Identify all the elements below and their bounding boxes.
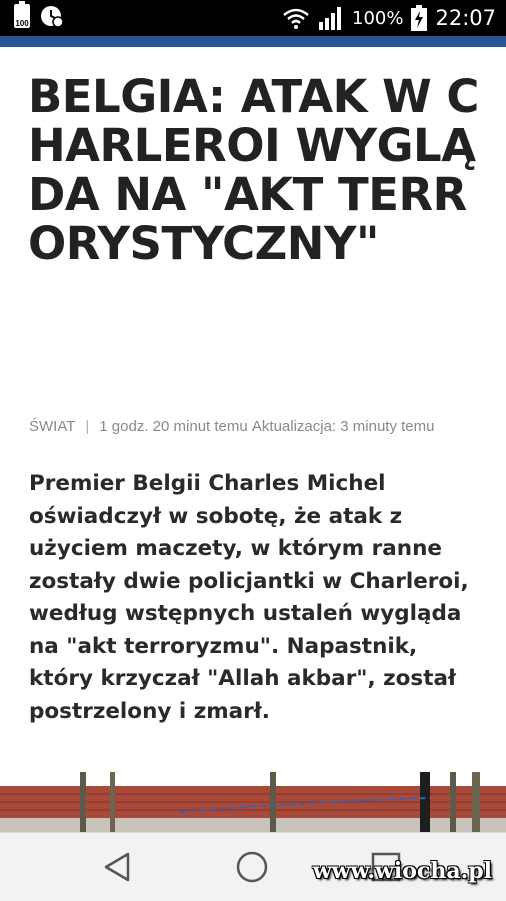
battery-percent: 100%	[352, 7, 404, 29]
header-accent-bar	[0, 36, 506, 47]
meta-separator: |	[85, 418, 90, 435]
home-icon[interactable]	[234, 849, 270, 885]
article-updated-time: Aktualizacja: 3 minuty temu	[251, 418, 435, 435]
battery-notification-icon	[14, 4, 30, 28]
clock-notification-icon	[40, 4, 64, 28]
status-bar	[0, 0, 506, 36]
battery-charging-icon	[411, 5, 427, 31]
clock-time: 22:07	[435, 6, 496, 30]
article-headline: BELGIA: ATAK W CHARLEROI WYGLĄDA NA "AKT TERRORYSTYCZNY"	[28, 70, 479, 270]
battery-notification-label: 100	[15, 19, 29, 28]
signal-icon	[318, 6, 344, 30]
wifi-icon	[282, 7, 310, 29]
back-icon[interactable]	[100, 849, 136, 885]
article-meta	[29, 418, 499, 435]
article-photo[interactable]	[0, 772, 506, 832]
article-lead: Premier Belgii Charles Michel oświadczył w sobotę, że atak z użyciem maczety, w którym ranne zostały dwie policjantki w Charleroi, według wstępnych ustaleń wygląda na "akt terroryzmu". Napastnik, który krzyczał "Allah akbar", został postrzelony i zmarł.	[29, 471, 469, 724]
watermark: www.wiocha.pl	[312, 858, 492, 884]
article-published-time: 1 godz. 20 minut temu	[99, 418, 248, 435]
article-category[interactable]: ŚWIAT	[29, 418, 76, 435]
